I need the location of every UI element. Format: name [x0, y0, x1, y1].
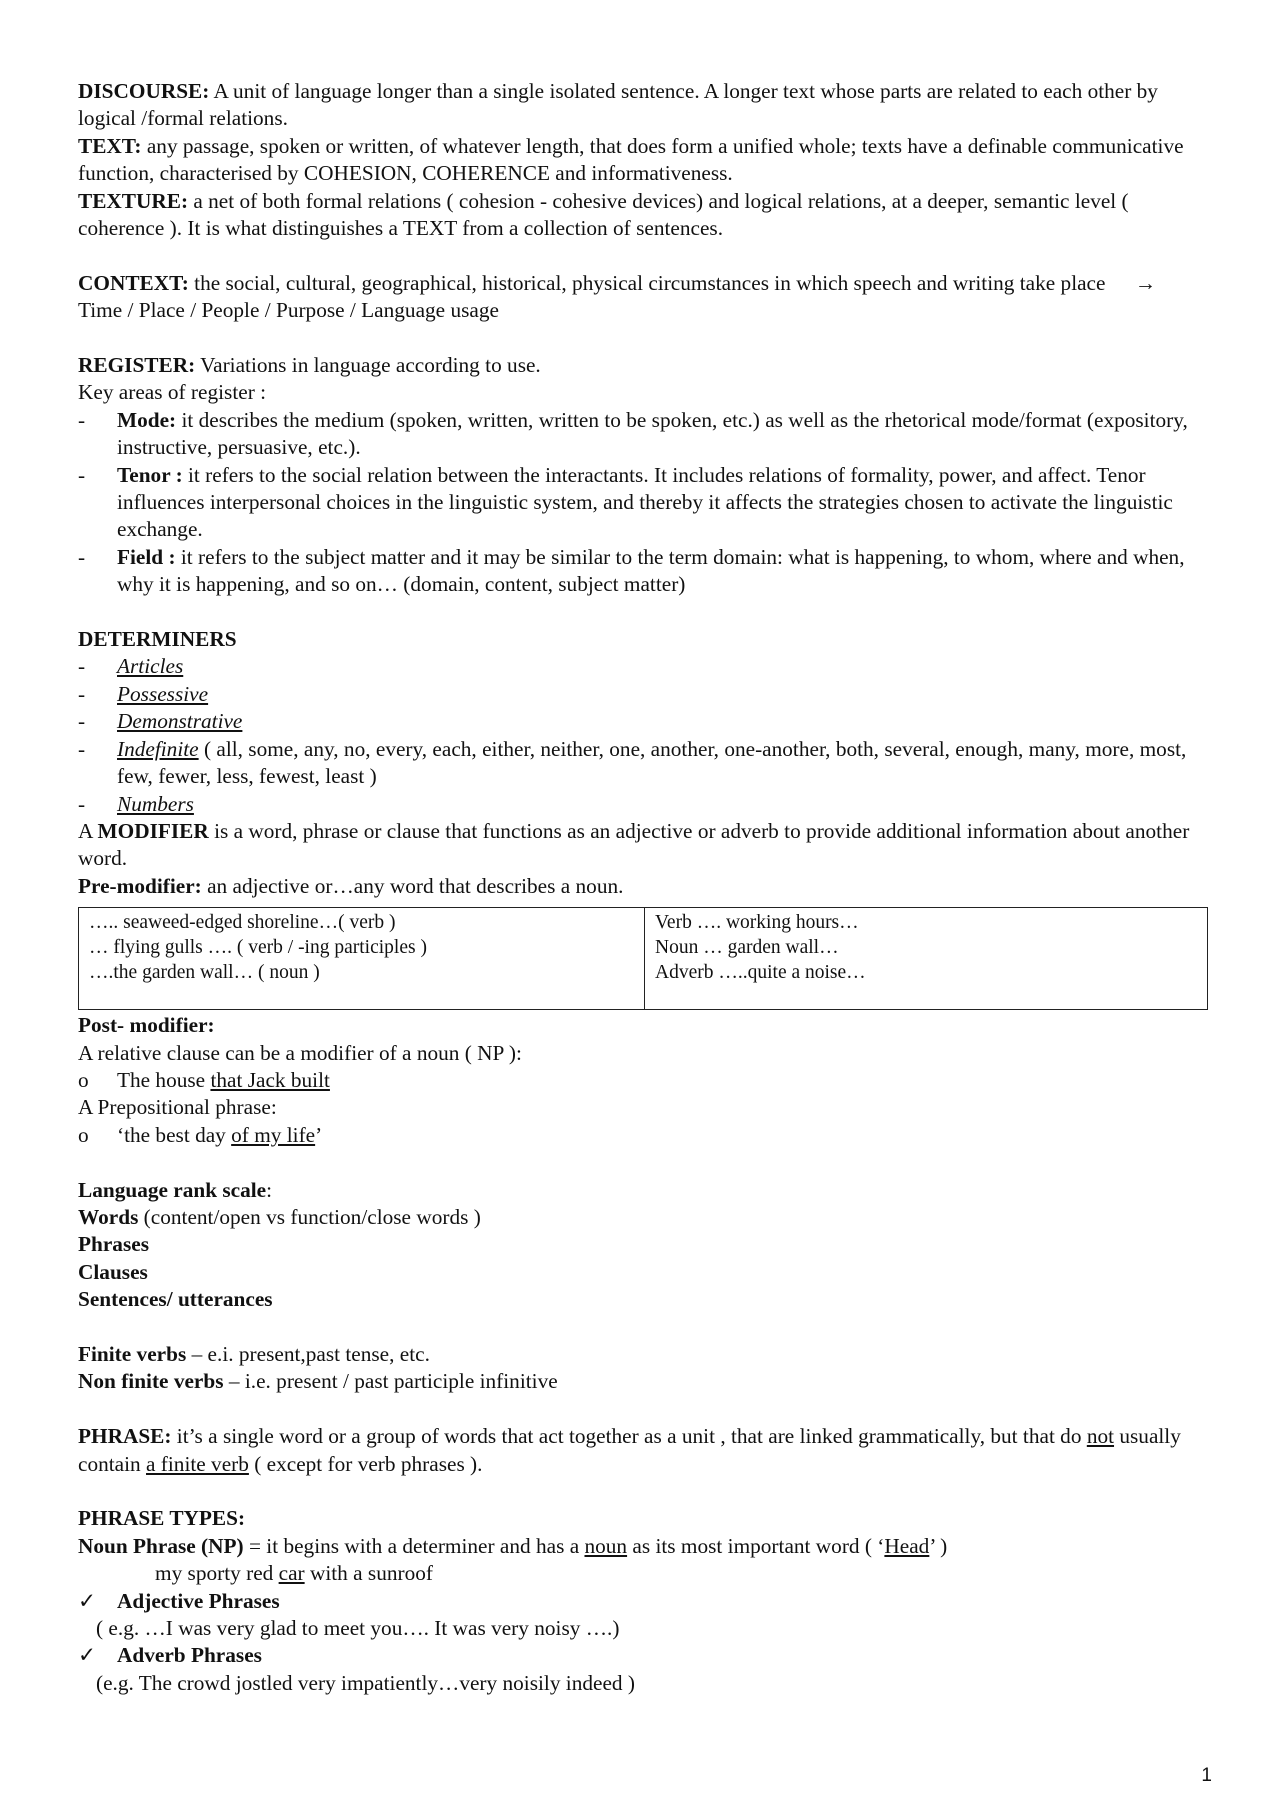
- rank-words: Words (content/open vs function/close words ): [78, 1204, 481, 1229]
- determiner-item-numbers: - Numbers: [78, 791, 194, 816]
- postmodifier-example-2: o ‘the best day of my life’: [78, 1122, 323, 1147]
- rank-phrases: Phrases: [78, 1232, 149, 1257]
- document-page: [78, 78, 1208, 1697]
- table-cell-right: Verb …. working hours… Noun … garden wall… Adverb …..quite a noise…: [645, 908, 1208, 1010]
- arrow-right-icon: →: [1134, 270, 1157, 295]
- discourse-definition: DISCOURSE: A unit of language longer than a single isolated sentence. A longer text whose parts are related to each other by logical /formal relations.: [78, 79, 1158, 131]
- checkmark-icon: ✓: [78, 1643, 96, 1668]
- determiner-item-articles: - Articles: [78, 654, 184, 679]
- finite-verbs: Finite verbs – e.i. present,past tense, etc.: [78, 1341, 430, 1366]
- determiner-item-demonstrative: - Demonstrative: [78, 709, 243, 734]
- rank-clauses: Clauses: [78, 1259, 148, 1284]
- page-number: 1: [1201, 1765, 1212, 1786]
- checkmark-icon: ✓: [78, 1588, 96, 1613]
- noun-phrase-example: my sporty red car with a sunroof: [155, 1561, 433, 1586]
- table-cell-left: ….. seaweed-edged shoreline…( verb ) … flying gulls …. ( verb / -ing participles ) ….the garden wall… ( noun ): [79, 908, 645, 1010]
- texture-definition: TEXTURE: a net of both formal relations ( cohesion - cohesive devices) and logical relations, at a deeper, semantic level ( coherence ). It is what distinguishes a TEXT from a collection of sentences.: [78, 188, 1129, 241]
- nonfinite-verbs: Non finite verbs – i.e. present / past participle infinitive: [78, 1369, 558, 1394]
- adverb-phrases-item: ✓ Adverb Phrases: [78, 1642, 1208, 1669]
- adjective-phrases-example: ( e.g. …I was very glad to meet you…. It was very noisy ….): [96, 1616, 620, 1641]
- register-item-mode: - Mode: it describes the medium (spoken, written, written to be spoken, etc.) as well as the rhetorical mode/format (expository, instructive, persuasive, etc.).: [78, 407, 1188, 460]
- postmodifier-heading: Post- modifier:: [78, 1013, 215, 1038]
- text-definition: TEXT: any passage, spoken or written, of whatever length, that does form a unified whole; texts have a definable communicative function, characterised by COHESION, COHERENCE and informativeness.: [78, 133, 1184, 186]
- prepositional-phrase-text: A Prepositional phrase:: [78, 1095, 277, 1120]
- determiners-heading: DETERMINERS: [78, 627, 237, 652]
- context-definition: CONTEXT: the social, cultural, geographical, historical, physical circumstances in which speech and writing take place → Time / Place / People / Purpose / Language usage: [78, 270, 1208, 325]
- rank-scale-heading: Language rank scale:: [78, 1177, 273, 1202]
- premodifier-definition: Pre-modifier: an adjective or…any word that describes a noun.: [78, 873, 624, 898]
- phrase-types-heading: PHRASE TYPES:: [78, 1506, 246, 1531]
- postmodifier-example-1: o The house that Jack built: [78, 1067, 330, 1092]
- register-definition: REGISTER: Variations in language according to use.: [78, 353, 541, 378]
- rank-sentences: Sentences/ utterances: [78, 1287, 273, 1312]
- adjective-phrases-item: ✓ Adjective Phrases: [78, 1588, 1208, 1615]
- premodifier-examples-table: [78, 907, 1208, 1010]
- register-item-field: - Field : it refers to the subject matter and it may be similar to the term domain: what is happening, to whom, where and when, why it is happening, and so on… (domain, content, subject matter): [78, 544, 1185, 597]
- determiner-item-indefinite: - Indefinite ( all, some, any, no, every, each, either, neither, one, another, one-another, both, several, enough, many, more, most, few, fewer, less, fewest, least ): [78, 736, 1187, 789]
- phrase-definition: PHRASE: it’s a single word or a group of words that act together as a unit , that are linked grammatically, but that do not usually contain a finite verb ( except for verb phrases ).: [78, 1424, 1181, 1476]
- relative-clause-text: A relative clause can be a modifier of a noun ( NP ):: [78, 1040, 522, 1065]
- register-key-areas: Key areas of register :: [78, 380, 267, 405]
- modifier-definition: A MODIFIER is a word, phrase or clause that functions as an adjective or adverb to provide additional information about another word.: [78, 818, 1190, 871]
- register-item-tenor: - Tenor : it refers to the social relation between the interactants. It includes relations of formality, power, and affect. Tenor influences interpersonal choices in the linguistic system, and thereby it affects the strategies chosen to activate the linguistic exchange.: [78, 462, 1173, 542]
- determiner-item-possessive: - Possessive: [78, 681, 209, 706]
- noun-phrase-definition: Noun Phrase (NP) = it begins with a determiner and has a noun as its most important word ( ‘Head’ ): [78, 1533, 948, 1558]
- adverb-phrases-example: (e.g. The crowd jostled very impatiently…very noisily indeed ): [96, 1670, 635, 1695]
